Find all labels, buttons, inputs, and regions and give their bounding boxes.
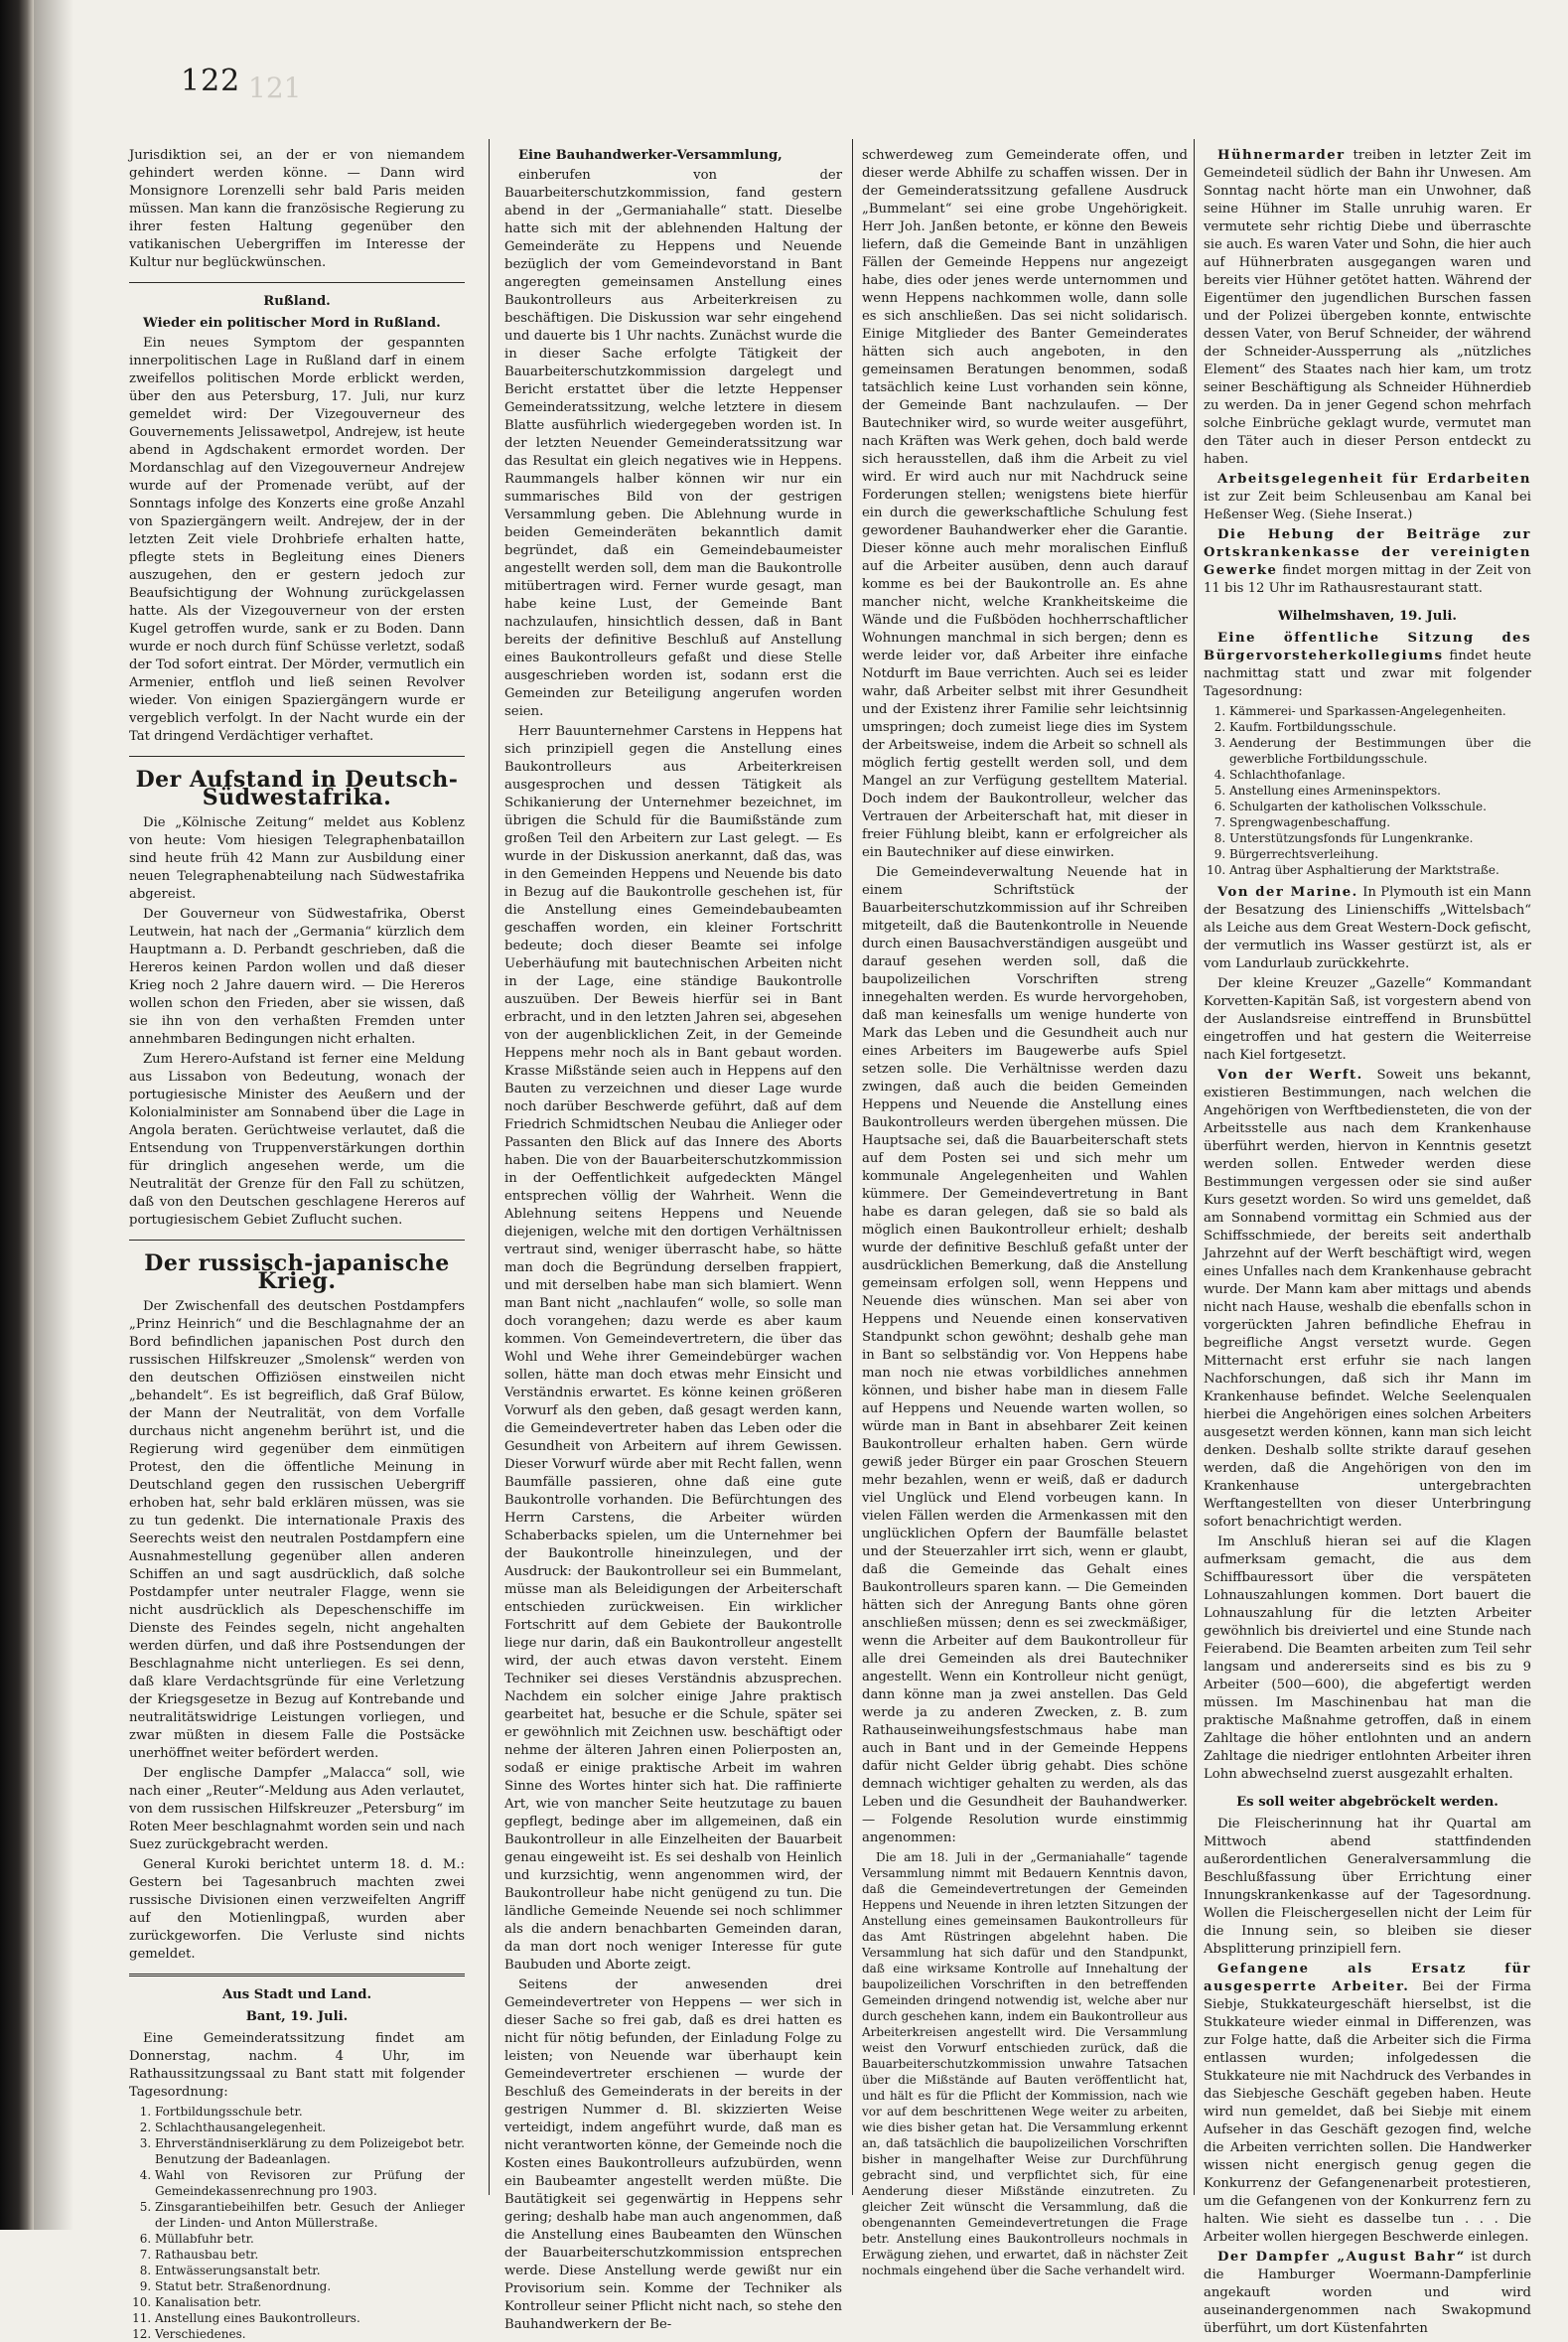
list-item: 6. Schulgarten der katholischen Volksschule. (1229, 799, 1531, 814)
divider (129, 756, 465, 757)
agenda-list-wilhelmshaven (1204, 703, 1531, 878)
article-title-arbeit: Arbeitsgelegenheit für Erdarbeiten (1217, 472, 1531, 487)
list-item: 9. Bürgerrechtsverleihung. (1229, 846, 1531, 862)
article-title-sitzung: Eine öffentliche Sitzung des Bürgervorsteherkollegiums (1204, 631, 1531, 663)
arbeit-text: ist zur Zeit beim Schleusenbau am Kanal bei Heßenser Weg. (Siehe Inserat.) (1204, 490, 1531, 522)
article-title-abgebroeckelt: Es soll weiter abgebröckelt werden. (1236, 1795, 1498, 1810)
article-title-dampfer: Der Dampfer „August Bahr“ (1217, 2250, 1466, 2265)
headline-aufstand: Der Aufstand in Deutsch-Südwestafrika. (135, 767, 459, 810)
article-title-mord: Wieder ein politischer Mord in Rußland. (143, 316, 441, 331)
column-rule-2 (852, 139, 853, 2195)
article-title-gefangene: Gefangene als Ersatz für ausgesperrte Arbeiter. (1204, 1962, 1531, 1994)
huehnermarder-text: treiben in letzter Zeit im Gemeindeteil südlich der Bahn ihr Unwesen. Am Sonntag nacht hörte man ein Unwohner, daß seine Hühner im Stalle unruhig waren. Er vermutete sehr richtig Diebe und überraschte sie auch. Es waren Vater und Sohn, die hier auch auf Hühnerbraten ausgegangen waren und bereits vier Hühner getötet hatten. Während der Eigentümer den jugendlichen Burschen fassen und der Polizei übergeben konnte, entwischte dessen Vater, von Beruf Schneider, der während der Schneider-Aussperrung als „nützliches Element“ des Staates nach hier kam, um trotz seiner Beschäftigung als Schneider Hühnerdieb zu werden. Da in jener Gegend schon mehrfach solche Einbrüche geklagt wurde, vermutet man den Täter auch in dieser Person entdeckt zu haben. (1204, 148, 1531, 467)
marine-text-1: In Plymouth ist ein Mann der Besatzung des Linienschiffs „Wittelsbach“ als Leiche aus dem Great Western-Dock gefischt, der vermutlich ins Wasser gestürzt ist, als er vom Landurlaub zurückkehrte. (1204, 885, 1531, 971)
article-mord-text: Ein neues Symptom der gespannten innerpolitischen Lage in Rußland darf in einem zweifellos politischen Morde erblickt werden, über den aus Petersburg, 17. Juli, nur kurz gemeldet wird: Der Vizegouverneur des Gouvernements Jelissawetpol, Andrejew, ist heute abend in Agdschakent ermordet worden. Der Mordanschlag auf den Vizegouverneur Andrejew wurde auf der Promenade verübt, auf der Sonntags infolge des Konzerts eine große Anzahl von Spaziergängern weilt. Andrejew, der in der letzten Zeit viele Drohbriefe erhalten hatte, pflegte stets in Begleitung eines Dieners auszugehen, den er gestern jedoch zur Beaufsichtigung der Wohnung zurückgelassen hatte. Als der Vizegouverneur von der ersten Kugel getroffen wurde, sank er zu Boden. Dann wurde er noch durch fünf Schüsse verletzt, sodaß der Tod sofort eintrat. Der Mörder, vermutlich ein Armenier, entfloh und ließ seinen Revolver wieder. Von einigen Spaziergängern wurde er vergeblich verfolgt. In der Nacht wurde ein der Tat dringend Verdächtiger verhaftet. (129, 336, 465, 744)
column-4 (1204, 147, 1531, 2336)
list-item: 8. Entwässerungsanstalt betr. (155, 2263, 465, 2278)
list-item: 5. Zinsgarantiebeihilfen betr. Gesuch der Anlieger der Linden- und Anton Müllerstraße. (155, 2199, 465, 2231)
list-item: 2. Kaufm. Fortbildungsschule. (1229, 719, 1531, 735)
aufstand-paragraph-1: Die „Kölnische Zeitung“ meldet aus Koblenz von heute: Vom hiesigen Telegraphenbataillon sind heute früh 42 Mann zur Ausbildung einer neuen Telegraphenabteilung nach Südwestafrika abgereist. (129, 815, 465, 902)
column-rule-1 (489, 139, 490, 2195)
column-rule-3 (1194, 139, 1195, 2195)
sitzung-bant-text: Eine Gemeinderatssitzung findet am Donnerstag, nachm. 4 Uhr, im Rathaussitzungssaal zu Bant statt mit folgender Tagesordnung: (129, 2031, 465, 2100)
werft-text-2: Im Anschluß hieran sei auf die Klagen aufmerksam gemacht, die aus dem Schiffbauressort über die verspäteten Lohnauszahlungen kommen. Dort bauert die Lohnauszahlung für die letzten Arbeiter gewöhnlich bis dreiviertel und eine Stunde nach Feierabend. Die Beamten arbeiten zum Teil sehr langsam und andererseits sind es bis zu 9 Arbeiter (500—600), die abgefertigt werden müssen. Im Maschinenbau hat man die praktische Maßnahme getroffen, daß in einem Zahltage die höher entlohnten und an andern Zahltage die niedriger entlohnten Arbeiter ihren Lohn abwechselnd zuerst ausgezahlt erhalten. (1204, 1535, 1531, 1782)
abgebroeckelt-text: Die Fleischerinnung hat ihr Quartal am Mittwoch abend stattfindenden außerordentlichen Generalversammlung die Beschlußfassung über Errichtung einer Innungskrankenkasse auf der Tagesordnung. Wollen die Fleischergesellen nicht der Leim für die Innung sein, so bleiben sie dieser Absplitterung prinzipiell fern. (1204, 1817, 1531, 1957)
column-3 (862, 147, 1188, 2277)
article-title-hebung: Die Hebung der Beiträge zur Ortskrankenkasse der vereinigten Gewerke (1204, 527, 1531, 578)
gefangene-text: Bei der Firma Siebje, Stukkateurgeschäft hierselbst, ist die Stukkateure wieder einmal in Differenzen, was zur Folge hatte, daß die Arbeiter sich die Firma entlassen wurden; infolgedessen die Stukkateure nie mit Nachdruck des Verbandes in das Siebjesche Geschäft gegeben haben. Heute wird nun gemeldet, daß bei Siebje mit einem Aufseher in das Geschäft gezogen find, welche die Arbeiten verrichten sollen. Die Handwerker wissen nicht energisch genug gegen die Konkurrenz der Gefangenenarbeit protestieren, um die Gefangenen von der Konkurrenz fern zu halten. Wie sieht es dasselbe tun . . . Die Arbeiter wollen hiergegen Beschwerde einlegen. (1204, 1979, 1531, 2245)
list-item: 4. Schlachthofanlage. (1229, 767, 1531, 783)
krieg-paragraph-3: General Kuroki berichtet unterm 18. d. M.: Gestern bei Tagesanbruch machten zwei russische Divisionen einen verzweifelten Angriff auf den Motienlingpaß, wurden aber zurückgeworfen. Die Verluste sind nichts gemeldet. (129, 1857, 465, 1962)
list-item: 10. Kanalisation betr. (155, 2294, 465, 2310)
aufstand-paragraph-2: Der Gouverneur von Südwestafrika, Oberst Leutwein, hat nach der „Germania“ kürzlich dem Hauptmann a. D. Perbandt geschrieben, daß die Hereros keinen Pardon wollen und daß dieser Krieg noch 2 Jahre dauern wird. — Die Hereros wollen schon den Frieden, aber sie wissen, daß sie ihn von den verhaßten Fremden unter annehmbaren Bedingungen nicht erhalten. (129, 907, 465, 1047)
dateline-wilhelmshaven: Wilhelmshaven, 19. Juli. (1278, 609, 1457, 624)
section-heading-russland: Rußland. (263, 294, 331, 309)
divider (129, 282, 465, 283)
bauhandwerker-continued-1: schwerdeweg zum Gemeinderate offen, und dieser werde Abhilfe zu schaffen wissen. Der in der Gemeinderatssitzung gefallene Ausdruck „Bummelant“ sei eine grobe Ungehörigkeit. Herr Joh. Janßen betonte, er könne den Beweis liefern, daß die Gemeinde Bant in unzähligen Fällen der Gemeinde Heppens nur angezeigt habe, dies oder jenes werde unternommen und wenn Heppens nachkommen wolle, dann solle es sich anschließen. Das sei nicht solidarisch. Einige Mitglieder des Banter Gemeinderates hätten sich auch angeboten, in den gemeinsamen Beratungen benommen, sodaß tatsächlich keine Lust vorhanden sein könne, der Gemeinde Bant nachzulaufen. — Der Bautechniker wird, so wurde weiter ausgeführt, nach Kräften was Werk gehen, doch bald werde sich herausstellen, daß ihm die Arbeit zu viel wird. Er wird auch nur mit Nachdruck seine Forderungen stellen; wenigstens biete hierfür ein durch die gewerkschaftliche Schulung fest gewordener Bauhandwerker eher die Garantie. Dieser könne auch mehr moralischen Einfluß auf die Arbeiter ausüben, denn auch darauf komme es bei der Baukontrolle an. Es ahne mancher nicht, welche Krankheitskeime die Wände und die Fußböden hochherrschaftlicher Wohnungen manchmal in sich bergen; denn es werde leider vor, daß Arbeiter ihre einfache Notdurft im Baue verrichten. Auch sei es leider wahr, daß Arbeiter selbst mit ihrer Gesundheit und der Existenz ihrer Familie sehr leichtsinnig umspringen; doch zumeist liege dies im System der Arbeitsweise, indem die Arbeit so schnell als möglich fertig gestellt werden soll, und dem Mangel an zur Verfügung gestelltem Material. Doch indem der Baukontrolleur, welcher das Vertrauen der Arbeiterschaft hat, mit dieser in freier Fühlung bleibt, kann er erfolgreicher als ein Bautechniker auf diese einwirken. (862, 148, 1188, 860)
article-vatican-end: Jurisdiktion sei, an der er von niemandem gehindert werden könne. — Dann wird Monsignore Lorenzelli sehr bald Paris meiden müssen. Man kann die französische Regierung zu ihrer festen Haltung gegenüber den vatikanischen Uebergriffen im Interesse der Kultur nur beglückwünschen. (129, 148, 465, 270)
list-item: 4. Wahl von Revisoren zur Prüfung der Gemeindekassenrechnung pro 1903. (155, 2167, 465, 2199)
aufstand-paragraph-3: Zum Herero-Aufstand ist ferner eine Meldung aus Lissabon von Bedeutung, wonach der portugiesische Minister des Aeußern und der Kolonialminister am Sonnabend über die Lage in Angola beraten. Gerüchtweise verlautet, daß die Entsendung von Truppenverstärkungen dorthin für dringlich angesehen werde, um die Neutralität der Grenze für den Fall zu schützen, daß von den Deutschen geschlagene Hereros auf portugiesischem Gebiet Zuflucht suchen. (129, 1052, 465, 1228)
bauhandwerker-paragraph-3: Seitens der anwesenden drei Gemeindevertreter von Heppens — wer sich in dieser Sache so frei gab, daß es drei hatten es nicht für nötig befunden, der Einladung Folge zu leisten; von Neuende war überhaupt kein Gemeindevertreter erschienen — wurde der Beschluß des Gemeinderats in der bereits in der gestrigen Nummer d. Bl. skizzierten Weise verteidigt, indem angeführt wurde, daß man es nicht verantworten könne, der Gemeinde noch die Kosten eines Baukontrolleurs aufzubürden, wenn ein Baubeamter angestellt werden müßte. Die Bautätigkeit sei gegenwärtig in Heppens sehr gering; deshalb habe man auch angenommen, daß die Anstellung eines Baubeamten den Wünschen der Bauarbeiterschutzkommission entsprechen werde. Diese Anstellung werde gewißt nur ein Provisorium sein. Komme der Techniker als Kontrolleur seiner Pflicht nicht nach, so stehe den Bauhandwerkern der Be- (504, 1977, 842, 2332)
hebung-text: findet morgen mittag in der Zeit von 11 bis 12 Uhr im Rathausrestaurant statt. (1204, 563, 1531, 596)
werft-text-1: Soweit uns bekannt, existieren Bestimmungen, nach welchen die Angehörigen von Werftbediensteten, die von der Arbeitsstelle aus nach dem Krankenhause überführt werden, hiervon in Kenntnis gesetzt werden sollen. Entweder werden diese Bestimmungen vergessen oder sie sind außer Kurs gesetzt worden. So wird uns gemeldet, daß am Sonnabend vormittag ein Schmied aus der Schiffsschmiede, der bereits seit anderthalb Jahrzehnt auf der Werft beschäftigt wird, wegen eines Unfalles nach dem Krankenhause gebracht wurde. Der Mann kam aber mittags und abends nicht nach Hause, weshalb die ebenfalls schon in vorgerückten Jahren befindliche Ehefrau in begreifliche Angst versetzt wurde. Gegen Mitternacht erst erfuhr sie nach langen Nachforschungen, daß sich ihr Mann im Krankenhause befindet. Welche Seelenqualen hierbei die Angehörigen eines solchen Arbeiters ausgesetzt werden können, kann man sich leicht denken. Deshalb sollte strikte darauf gesehen werden, daß die Angehörigen von den im Krankenhause untergebrachten Werftangestellten von dieser Unterbringung sofort benachrichtigt werden. (1204, 1068, 1531, 1530)
article-title-bauhandwerker: Eine Bauhandwerker-Versammlung, (518, 148, 783, 163)
krieg-paragraph-1: Der Zwischenfall des deutschen Postdampfers „Prinz Heinrich“ und die Beschlagnahme der an Bord befindlichen japanischen Post durch den russischen Hilfskreuzer „Smolensk“ werden von den deutschen Offiziösen einstweilen nicht „behandelt“. Es ist begreiflich, daß Graf Bülow, der Mann der Neutralität, von dem Vorfalle durchaus nicht angenehm berührt ist, und die Regierung wird gegenüber dem einmütigen Protest, den die öffentliche Meinung in Deutschland gegen den russischen Uebergriff erhoben hat, sehr bald erklären müssen, was sie zu tun gedenkt. Die internationale Praxis des Seerechts weist den neutralen Postdampfern eine Ausnahmestellung gegenüber allen anderen Schiffen an und sagt ausdrücklich, daß solche Postdampfer unter neutraler Flagge, wenn sie nicht ausdrücklich als Depeschenschiffe im Dienste des Feindes segeln, nicht angehalten werden dürfen, und daß ihre Postsendungen der Beschlagnahme nicht unterliegen. Es sei denn, daß klare Verdachtsgründe für eine Verletzung der Kriegsgesetze in Bezug auf Kontrebande und neutralitätswidrige Leistungen vorliegen, und zwar müßten in diesem Falle die Postsäcke unerhöffnet weiter befördert werden. (129, 1299, 465, 1761)
list-item: 8. Unterstützungsfonds für Lungenkranke. (1229, 830, 1531, 846)
list-item: 7. Sprengwagenbeschaffung. (1229, 814, 1531, 830)
dateline-bant: Bant, 19. Juli. (245, 2009, 349, 2024)
bleed-through-page-number: 121 (248, 72, 302, 104)
article-title-marine: Von der Marine. (1217, 885, 1358, 900)
agenda-list-bant (129, 2104, 465, 2342)
krieg-paragraph-2: Der englische Dampfer „Malacca“ soll, wie nach einer „Reuter“-Meldung aus Aden verlautet, von dem russischen Hilfskreuzer „Petersburg“ im Roten Meer beschlagnahmt worden sein und nach Suez zurückgebracht werden. (129, 1766, 465, 1852)
column-2 (504, 147, 842, 2332)
bauhandwerker-continued-2: Die Gemeindeverwaltung Neuende hat in einem Schriftstück der Bauarbeiterschutzkommission auf ihr Schreiben mitgeteilt, daß die Bautenkontrolle in Neuende durch einen Bausachverständigen ausgeübt und darauf gesehen werden soll, daß die baupolizeilichen Vorschriften streng innegehalten werden. Es wurde hervorgehoben, daß man keinesfalls um wenige hunderte von Mark das Leben und die Gesundheit auch nur eines Arbeiters im Baugewerbe aufs Spiel setzen solle. Die Verhältnisse werden dazu zwingen, daß auch die beiden Gemeinden Heppens und Neuende die Anstellung eines Baukontrolleurs werden übergehen müssen. Die Hauptsache sei, daß die Bauarbeiterschaft stets auf dem Posten sei und sich mehr um kommunale Angelegenheiten und Wahlen kümmere. Der Gemeindevertretung in Bant habe es daran gelegen, daß sie so bald als möglich einen Baukontrolleur erhielt; deshalb wurde der definitive Beschluß gefaßt unter der ausdrücklichen Bemerkung, daß die Anstellung gemeinsam erfolgen soll, wenn Heppens und Neuende dies wünschen. Man sei aber von Heppens und Neuende einen konservativen Standpunkt schon gewöhnt; deshalb gehe man in Bant so selbständig vor. Von Heppens habe man noch nie etwas vorbildliches annehmen können, und bisher habe man in diesem Falle auf Heppens und Neuende warten wollen, so würde man in Bant in absehbarer Zeit keinen Baukontrolleur erhalten haben. Gern würde gewiß jeder Bürger ein paar Groschen Steuern mehr bezahlen, wenn er weiß, daß er dadurch viel Unglück und Elend vorbeugen kann. In vielen Fällen werden die Armenkassen mit den unglücklichen Opfern der Baumfälle belastet und der Steuerzahler irrt sich, wenn er glaubt, daß die Gemeinde das Gehalt eines Baukontrolleurs sparen kann. — Die Gemeinden hätten sich der Anregung Bants ohne gören anschließen müssen; denn es sei zweckmäßiger, wenn die Arbeiter auf dem Baukontrolleur für alle drei Gemeinden als drei Bautechniker angestellt. Wenn ein Kontrolleur nicht genügt, dann könne man ja zwei anstellen. Das Geld werde ja zu anderen Zwecken, z. B. zum Rathauseinweihungsfestschmaus habe man auch in Bant und in der Gemeinde Heppens dafür nicht Gelder übrig gehabt. Dies schöne demnach wichtiger gehalten zu werden, als das Leben und die Gesundheit der Bauhandwerker. — Folgende Resolution wurde einstimmig angenommen: (862, 865, 1188, 1845)
bauhandwerker-paragraph-2: Herr Bauunternehmer Carstens in Heppens hat sich prinzipiell gegen die Anstellung eines Baukontrolleurs aus Arbeiterkreisen ausgesprochen und dessen Tätigkeit als Schikanierung der Unternehmer bezeichnet, im übrigen die Schuld für die Baumißstände zum großen Teil den Arbeitern zur Last gelegt. — Es wurde in der Diskussion anerkannt, daß das, was in den Gemeinden Heppens und Neuende bis dato in Bezug auf die Baukontrolle geschehen ist, für die Anstellung eines Gemeindebaubeamten geschaffen worden, ein kleiner Fortschritt bedeute; doch dieser Beamte sei infolge Ueberhäufung mit bautechnischen Arbeiten nicht in der Lage, eine ständige Baukontrolle auszuüben. Der Beweis hierfür sei in Bant erbracht, und in den letzten Jahren sei, abgesehen von der augenblicklichen Zeit, in der Gemeinde Heppens mehr noch als in Bant gebaut worden. Krasse Mißstände seien auch in Heppens auf den Bauten zu verzeichnen und dieser Lage wurde noch darüber Beschwerde geführt, daß auf dem Friedrich Schmidtschen Neubau die Anlieger oder Passanten den Blick auf das Innere des Aborts haben. Die von der Bauarbeiterschutzkommission in der Oeffentlichkeit aufgedeckten Mängel entsprechen völlig der Wahrheit. Wenn die Ablehnung seitens Heppens und Neuende diejenigen, welche mit den dortigen Verhältnissen vertraut sind, weniger überrascht habe, so hätte man doch die Begründung derselben frappiert, und mit derselben habe man sich blamiert. Wenn man Bant nicht „nachlaufen“ wolle, so solle man doch vorangehen; dazu werde es aber kaum kommen. Von Gemeindevertretern, die über das Wohl und Wehe ihrer Gemeindebürger wachen sollen, hätte man doch etwas mehr Einsicht und Verständnis erwartet. Es könne keinen größeren Vorwurf als den geben, daß gesagt werden kann, die Gemeindevertreter haben das Leben oder die Gesundheit von Arbeitern auf ihrem Gewissen. Dieser Vorwurf würde aber mit Recht fallen, wenn Baumfälle passieren, ohne daß eine gute Baukontrolle vorhanden. Die Befürchtungen des Herrn Carstens, die Arbeiter würden Schaberbacks spielen, um die Unternehmer bei der Baukontrolle hineinzulegen, und der Ausdruck: der Baukontrolleur sei ein Bummelant, müsse man als Beleidigungen der Arbeiterschaft entschieden zurückweisen. Ein wirklicher Fortschritt auf dem Gebiete der Baukontrolle liege nur darin, daß ein Baukontrolleur angestellt wird, der auch etwas davon versteht. Einem Techniker sei dieses Verständnis abzusprechen. Nachdem ein solcher einige Jahre praktisch gearbeitet hat, besuche er die Schule, später sei er gewöhnlich mit Zeichnen usw. beschäftigt oder nehme der älteren Jahren einen Polierposten an, sodaß er einige praktische Arbeit im wahren Sinne des Wortes hinter sich hat. Die raffinierte Art, wie von mancher Seite heutzutage zu bauen gepflegt, bedinge aber im allgemeinen, daß ein Baukontrolleur in alle Einzelheiten der Bauarbeit genau eingeweiht ist. Es sei deshalb von Heinlich und kurzsichtig, wenn angenommen wird, der Baukontrolleur habe nicht genügend zu tun. Die ländliche Gemeinde Neuende sei noch schlimmer als die andern benachbarten Gemeinden daran, da man dort noch weniger Interesse für gute Baubuden und Aborte zeigt. (504, 724, 842, 1973)
column-1 (129, 147, 465, 2341)
resolution-text: Die am 18. Juli in der „Germaniahalle“ tagende Versammlung nimmt mit Bedauern Kenntnis davon, daß die Gemeindevertretungen der Gemeinden Heppens und Neuende in ihren letzten Sitzungen der Anstellung eines gemeinsamen Baukontrolleurs für das Amt Rüstringen abgelehnt haben. Die Versammlung hat sich dafür und den Standpunkt, daß eine wirksame Kontrolle auf Innehaltung der baupolizeilichen Vorschriften in den betreffenden Gemeinden dringend notwendig ist, welche aber nur durch geschehen kann, indem ein Baukontrolleur aus Arbeiterkreisen angestellt wird. Die Versammlung weist den Vorwurf entschieden zurück, daß die Bauarbeiterschutzkommission unwahre Tatsachen über die Mißstände auf Bauten veröffentlicht hat, und hält es für die Pflicht der Kommission, nach wie vor auf dem beschrittenen Wege weiter zu arbeiten, wie dies bisher getan hat. Die Versammlung erkennt an, daß tatsächlich die baupolizeilichen Vorschriften bisher in mangelhafter Weise zur Durchführung gebracht sind, und verpflichtet sich, für eine Aenderung dieser Mißstände einzutreten. Zu gleicher Zeit wünscht die Versammlung, daß die obengenannten Gemeindevertretungen die Frage betr. Anstellung eines Baukontrolleurs nochmals in Erwägung ziehen, und erwartet, daß in nächster Zeit nochmals eingehend über die Sache verhandelt wird. (862, 1850, 1188, 2277)
section-heading-stadt-land: Aus Stadt und Land. (221, 1987, 372, 2002)
marine-text-2: Der kleine Kreuzer „Gazelle“ Kommandant Korvetten-Kapitän Saß, ist vorgestern abend von der Auslandsreise eintreffend in Brunsbüttel eingetroffen und hat gestern die Weiterreise nach Kiel fortgesetzt. (1204, 976, 1531, 1063)
list-item: 9. Statut betr. Straßenordnung. (155, 2278, 465, 2294)
list-item: 10. Antrag über Asphaltierung der Marktstraße. (1229, 862, 1531, 878)
list-item: 2. Schlachthausangelegenheit. (155, 2120, 465, 2135)
list-item: 3. Aenderung der Bestimmungen über die gewerbliche Fortbildungsschule. (1229, 735, 1531, 767)
list-item: 1. Kämmerei- und Sparkassen-Angelegenheiten. (1229, 703, 1531, 719)
page-gutter-shadow (34, 0, 73, 2230)
page-number: 122 (181, 64, 241, 98)
headline-krieg: Der russisch-japanische Krieg. (144, 1250, 450, 1294)
list-item: 11. Anstellung eines Baukontrolleurs. (155, 2310, 465, 2326)
list-item: 7. Rathausbau betr. (155, 2247, 465, 2263)
list-item: 12. Verschiedenes. (155, 2326, 465, 2342)
article-title-huehnermarder: Hühnermarder (1217, 148, 1346, 163)
double-divider (129, 1974, 465, 1976)
dampfer-text: ist durch die Hamburger Woermann-Dampferlinie angekauft worden und wird auseinandergenommen nach Swakopmund überführt, um dort Küstenfahrten (1204, 2250, 1531, 2336)
book-binding (0, 0, 34, 2230)
divider (129, 1240, 465, 1241)
sitzung-text: findet heute nachmittag statt und zwar mit folgender Tagesordnung: (1204, 649, 1531, 699)
list-item: 6. Müllabfuhr betr. (155, 2231, 465, 2247)
bauhandwerker-paragraph-1: einberufen von der Bauarbeiterschutzkommission, fand gestern abend in der „Germaniahalle“ statt. Dieselbe hatte sich mit der ablehnenden Haltung der Gemeinderäte zu Heppens und Neuende bezüglich der vom Gemeindevorstand in Bant angeregten gemeinsamen Anstellung eines Baukontrolleurs aus Arbeiterkreisen zu beschäftigen. Die Diskussion war sehr eingehend und dauerte bis 1 Uhr nachts. Zunächst wurde die in dieser Sache erfolgte Tätigkeit der Bauarbeiterschutzkommission dargelegt und Bericht erstattet über die letzte Heppenser Gemeinderatssitzung, welche letztere in diesem Blatte ausführlich wiedergegeben worden ist. In der letzten Neuender Gemeinderatssitzung war das Resultat ein gleich negatives wie in Heppens. Raummangels halber können wir nur ein summarisches Bild von der gestrigen Versammlung geben. Die Ablehnung wurde in beiden Gemeinderäten bekanntlich damit begründet, daß ein Gemeindebaumeister angestellt werden soll, dem man die Baukontrolle mitübertragen wird. Ferner wurde gesagt, man habe keine Lust, der Gemeinde Bant nachzulaufen, hinsichtlich dessen, daß in Bant bereits der definitive Beschluß auf Anstellung eines Baukontrolleurs gefaßt und diese Stelle ausgeschrieben worden ist, sodann erst die Gemeinden zur Beteiligung angerufen worden seien. (504, 168, 842, 719)
list-item: 5. Anstellung eines Armeninspektors. (1229, 783, 1531, 799)
list-item: 1. Fortbildungsschule betr. (155, 2104, 465, 2120)
list-item: 3. Ehrverständniserklärung zu dem Polizeigebot betr. Benutzung der Badeanlagen. (155, 2135, 465, 2167)
article-title-werft: Von der Werft. (1217, 1068, 1363, 1083)
